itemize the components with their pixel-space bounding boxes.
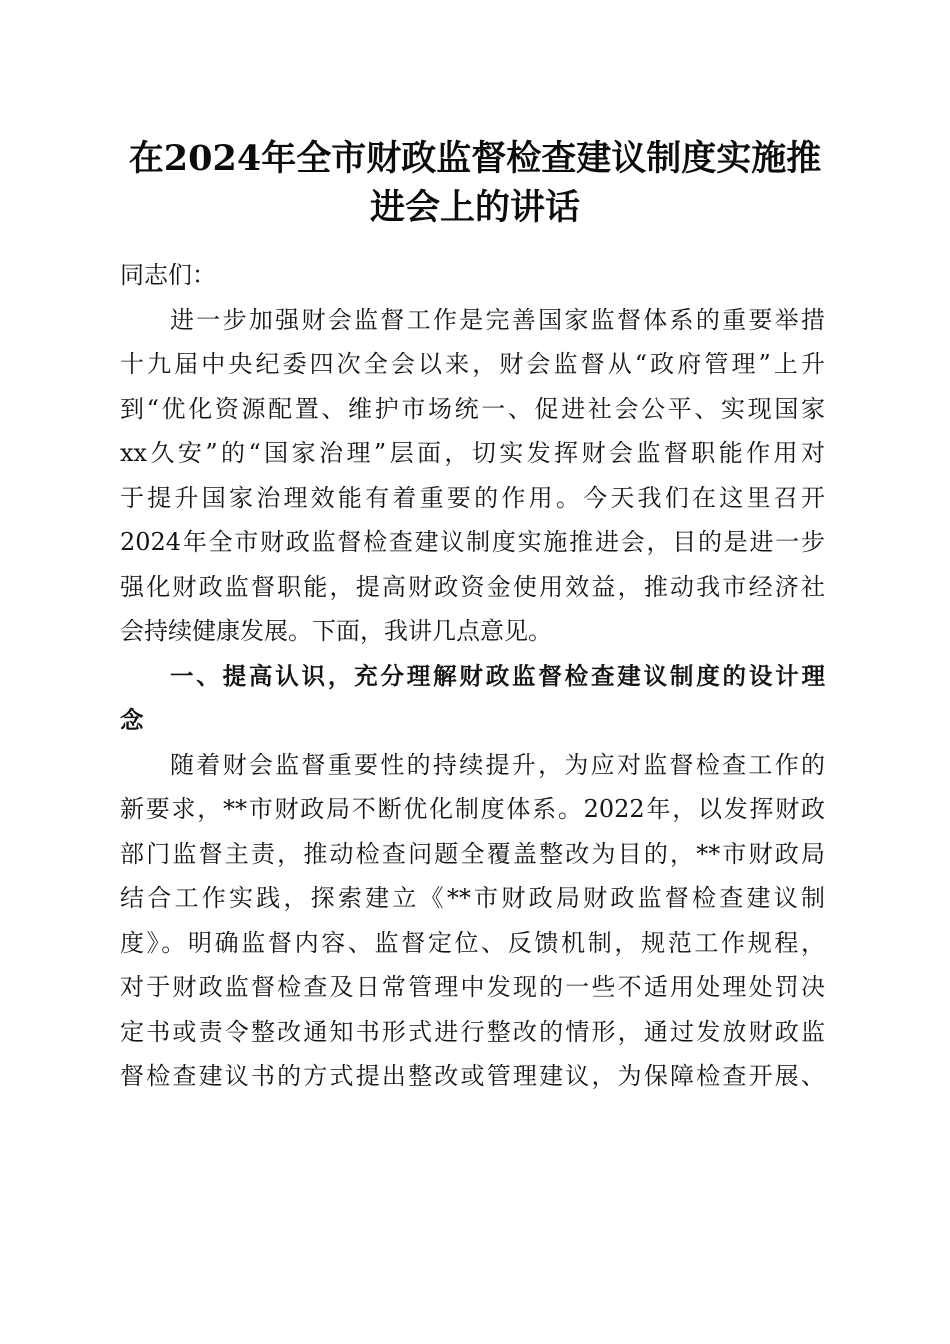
paragraph-line: 督检查建议书的方式提出整改或管理建议，为保障检查开展、 (120, 1062, 825, 1090)
heading-line: 念 (120, 706, 144, 734)
paragraph-line: xx久安”的“国家治理”层面，切实发挥财会监督职能作用对 (120, 439, 825, 467)
paragraph-line: 于提升国家治理效能有着重要的作用。今天我们在这里召开 (120, 483, 825, 512)
paragraph-line: 随着财会监督重要性的持续提升，为应对监督检查工作的 (170, 750, 825, 779)
paragraph-line: 度》。明确监督内容、监督定位、反馈机制，规范工作规程， (120, 928, 825, 957)
salutation: 同志们： (120, 261, 216, 289)
paragraph-line: 对于财政监督检查及日常管理中发现的一些不适用处理处罚决 (120, 973, 825, 1001)
paragraph-line: 到“优化资源配置、维护市场统一、促进社会公平、实现国家 (120, 394, 825, 423)
title-line: 进会上的讲话 (369, 187, 580, 228)
paragraph-line: 强化财政监督职能，提高财政资金使用效益，推动我市经济社 (120, 572, 825, 601)
paragraph-section-1 (120, 743, 825, 1099)
heading-line: 一、提高认识，充分理解财政监督检查建议制度的设计理 (170, 661, 825, 690)
paragraph-line: 结合工作实践，探索建立《**市财政局财政监督检查建议制 (120, 884, 825, 912)
title-line: 在2024年全市财政监督检查建议制度实施推 (128, 138, 822, 179)
paragraph-intro (120, 298, 825, 654)
paragraph-line: 会持续健康发展。下面，我讲几点意见。 (120, 617, 552, 645)
paragraph-line: 定书或责令整改通知书形式进行整改的情形，通过发放财政监 (120, 1017, 825, 1046)
paragraph-line: 2024年全市财政监督检查建议制度实施推进会，目的是进一步 (120, 528, 825, 556)
paragraph-line: 新要求，**市财政局不断优化制度体系。2022年，以发挥财政 (120, 795, 825, 823)
paragraph-line: 进一步加强财会监督工作是完善国家监督体系的重要举措 (170, 305, 825, 334)
paragraph-line: 部门监督主责，推动检查问题全覆盖整改为目的，**市财政局 (120, 839, 825, 868)
document-title (110, 134, 840, 232)
document-body (120, 253, 825, 1099)
section-heading-1 (120, 654, 825, 743)
paragraph-line: 十九届中央纪委四次全会以来，财会监督从“政府管理”上升 (120, 350, 825, 378)
